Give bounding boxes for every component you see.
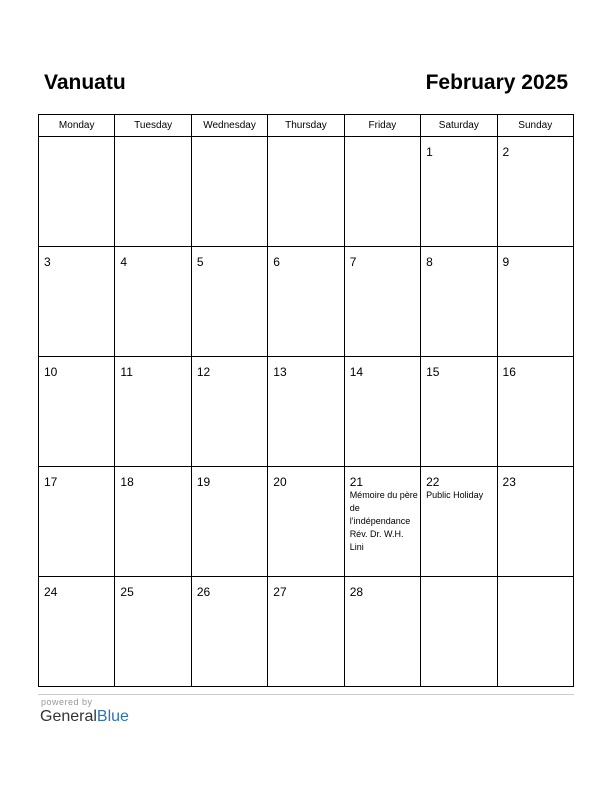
day-number: 6 [273, 255, 280, 269]
day-number: 26 [196, 585, 211, 599]
generalblue-logo[interactable] [40, 708, 129, 726]
day-cell [344, 467, 420, 577]
weekday-header: Tuesday [115, 115, 191, 137]
day-number: 18 [120, 475, 134, 489]
day-cell [191, 247, 267, 357]
week-row [39, 137, 574, 247]
day-number: 27 [273, 585, 287, 599]
day-number: 7 [349, 255, 357, 269]
day-number: 20 [273, 475, 287, 489]
weekday-header-row [39, 115, 574, 137]
weekday-header: Saturday [421, 115, 497, 137]
day-cell [344, 247, 420, 357]
holiday-event: Public Holiday [426, 490, 484, 500]
day-number: 13 [273, 365, 287, 379]
day-cell [268, 247, 344, 357]
day-cell [115, 247, 191, 357]
week-row [39, 577, 574, 687]
day-cell [39, 357, 115, 467]
day-cell [344, 577, 420, 687]
day-cell [421, 137, 497, 247]
day-number: 14 [349, 365, 364, 379]
day-number: 12 [196, 365, 211, 379]
day-number: 10 [44, 365, 58, 379]
day-number: 19 [196, 475, 211, 489]
day-cell [191, 357, 267, 467]
day-cell [268, 357, 344, 467]
day-cell [497, 577, 573, 687]
day-number: 8 [426, 255, 433, 269]
day-cell [497, 137, 573, 247]
weekday-header: Sunday [497, 115, 573, 137]
day-number: 23 [502, 475, 516, 489]
day-cell [268, 137, 344, 247]
day-number: 17 [44, 475, 58, 489]
day-cell [268, 467, 344, 577]
day-number: 15 [426, 365, 440, 379]
day-cell [115, 137, 191, 247]
day-number: 25 [120, 585, 134, 599]
day-cell [115, 467, 191, 577]
day-cell [497, 357, 573, 467]
day-cell [421, 467, 497, 577]
country-title: Vanuatu [44, 71, 126, 94]
powered-by-text: powered by [41, 697, 93, 707]
day-number: 16 [502, 365, 516, 379]
day-cell [39, 467, 115, 577]
weekday-header: Monday [39, 115, 115, 137]
day-number: 11 [120, 365, 133, 379]
brand-blue-text: Blue [96, 708, 129, 725]
day-number: 4 [120, 255, 128, 269]
day-cell [39, 137, 115, 247]
day-cell [344, 357, 420, 467]
holiday-event: Mémoire du père de l’indépendance Rév. Dr. W.H. Lini [349, 490, 418, 552]
day-cell [421, 247, 497, 357]
day-cell [39, 577, 115, 687]
week-row [39, 357, 574, 467]
day-cell [115, 577, 191, 687]
week-row [39, 467, 574, 577]
week-row [39, 247, 574, 357]
day-number: 21 [349, 475, 364, 489]
day-cell [268, 577, 344, 687]
day-number: 9 [502, 255, 510, 269]
day-cell [497, 247, 573, 357]
day-cell [191, 467, 267, 577]
weekday-header: Friday [344, 115, 420, 137]
day-number: 3 [44, 255, 51, 269]
day-cell [191, 577, 267, 687]
day-number: 1 [426, 145, 433, 159]
day-number: 2 [502, 145, 510, 159]
calendar-grid [38, 114, 574, 687]
footer-divider [38, 694, 574, 695]
day-cell [115, 357, 191, 467]
day-cell [497, 467, 573, 577]
day-number: 5 [196, 255, 204, 269]
day-cell [39, 247, 115, 357]
brand-general-text: General [40, 708, 97, 725]
day-cell [421, 357, 497, 467]
day-number: 22 [426, 475, 440, 489]
day-cell [191, 137, 267, 247]
day-cell [344, 137, 420, 247]
month-year-title: February 2025 [425, 71, 568, 94]
weekday-header: Thursday [268, 115, 344, 137]
weekday-header: Wednesday [191, 115, 267, 137]
day-cell [421, 577, 497, 687]
day-number: 28 [349, 585, 364, 599]
day-number: 24 [44, 585, 58, 599]
